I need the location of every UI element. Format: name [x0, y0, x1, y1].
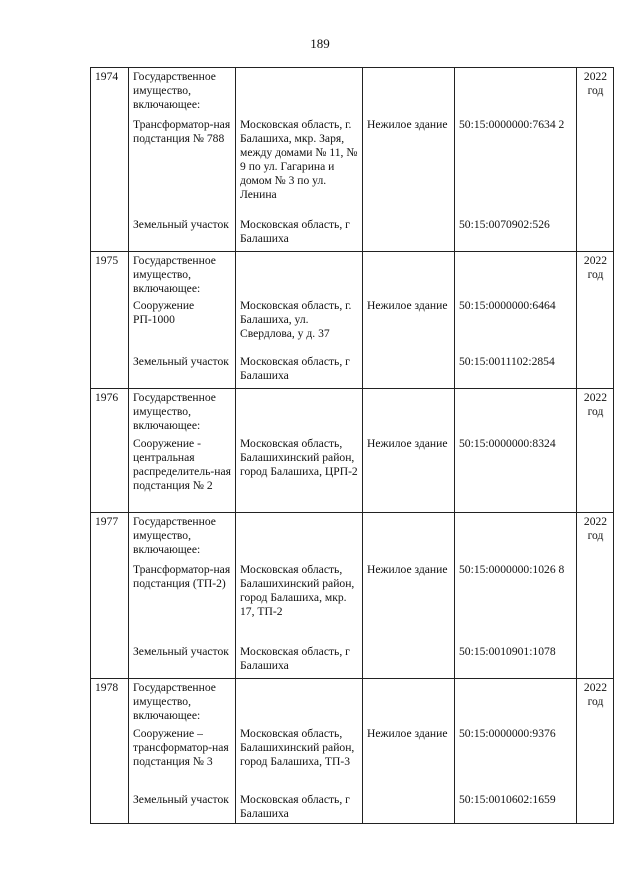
- entry-number: 1978: [91, 679, 129, 725]
- object-address: Московская область, Балашихинский район, город Балашиха, ТП-3: [236, 725, 363, 791]
- object-cadastral-number: 50:15:0000000:6464: [455, 297, 577, 353]
- object-cadastral-number: 50:15:0000000:8324: [455, 435, 577, 513]
- entry-header: Государственное имущество, включающее:: [129, 68, 236, 116]
- object-name: Сооружение – трансформатор-ная подстанция № 3: [129, 725, 236, 791]
- object-address: Московская область, г Балашиха: [236, 216, 363, 252]
- object-row: [91, 643, 614, 679]
- entry-number: 1977: [91, 513, 129, 561]
- entry-header: Государственное имущество, включающее:: [129, 389, 236, 435]
- object-purpose: [363, 791, 455, 824]
- object-cadastral-number: 50:15:0010602:1659: [455, 791, 577, 824]
- object-cadastral-number: 50:15:0010901:1078: [455, 643, 577, 679]
- object-purpose: Нежилое здание: [363, 561, 455, 643]
- entry-row: [91, 513, 614, 561]
- object-name: Земельный участок: [129, 216, 236, 252]
- entry-header: Государственное имущество, включающее:: [129, 679, 236, 725]
- object-row: [91, 561, 614, 643]
- entry-row: [91, 679, 614, 725]
- object-purpose: [363, 216, 455, 252]
- object-cadastral-number: 50:15:0000000:1026 8: [455, 561, 577, 643]
- entry-header: Государственное имущество, включающее:: [129, 252, 236, 297]
- object-purpose: [363, 643, 455, 679]
- object-name: Трансформатор-ная подстанция № 788: [129, 116, 236, 216]
- object-address: Московская область, г Балашиха: [236, 791, 363, 824]
- page-number: 189: [310, 36, 330, 51]
- object-row: [91, 791, 614, 824]
- entry-row: [91, 389, 614, 435]
- object-cadastral-number: 50:15:0000000:9376: [455, 725, 577, 791]
- object-row: [91, 435, 614, 513]
- entry-year: 2022 год: [577, 252, 614, 297]
- object-address: Московская область, г Балашиха: [236, 353, 363, 389]
- object-name: Сооружение РП-1000: [129, 297, 236, 353]
- object-purpose: Нежилое здание: [363, 297, 455, 353]
- object-address: Московская область, г. Балашиха, ул. Свердлова, у д. 37: [236, 297, 363, 353]
- object-row: [91, 353, 614, 389]
- object-name: Земельный участок: [129, 353, 236, 389]
- entry-year: 2022 год: [577, 389, 614, 435]
- object-cadastral-number: 50:15:0000000:7634 2: [455, 116, 577, 216]
- entry-number: 1975: [91, 252, 129, 297]
- object-row: [91, 116, 614, 216]
- object-cadastral-number: 50:15:0011102:2854: [455, 353, 577, 389]
- object-purpose: Нежилое здание: [363, 116, 455, 216]
- entry-number: 1974: [91, 68, 129, 116]
- object-row: [91, 297, 614, 353]
- entry-year: 2022 год: [577, 68, 614, 116]
- object-purpose: Нежилое здание: [363, 435, 455, 513]
- entry-number: 1976: [91, 389, 129, 435]
- object-name: Земельный участок: [129, 643, 236, 679]
- object-cadastral-number: 50:15:0070902:526: [455, 216, 577, 252]
- object-address: Московская область, Балашихинский район, город Балашиха, ЦРП-2: [236, 435, 363, 513]
- entry-header: Государственное имущество, включающее:: [129, 513, 236, 561]
- object-address: Московская область, г. Балашиха, мкр. Заря, между домами № 11, № 9 по ул. Гагарина и домом № 3 по ул. Ленина: [236, 116, 363, 216]
- object-purpose: Нежилое здание: [363, 725, 455, 791]
- object-address: Московская область, Балашихинский район, город Балашиха, мкр. 17, ТП-2: [236, 561, 363, 643]
- object-address: Московская область, г Балашиха: [236, 643, 363, 679]
- object-purpose: [363, 353, 455, 389]
- entry-row: [91, 252, 614, 297]
- object-name: Земельный участок: [129, 791, 236, 824]
- entry-year: 2022 год: [577, 679, 614, 725]
- object-row: [91, 725, 614, 791]
- property-registry-table: [90, 67, 614, 824]
- object-row: [91, 216, 614, 252]
- entry-year: 2022 год: [577, 513, 614, 561]
- object-name: Трансформатор-ная подстанция (ТП-2): [129, 561, 236, 643]
- entry-row: [91, 68, 614, 116]
- object-name: Сооружение - центральная распределитель-ная подстанция № 2: [129, 435, 236, 513]
